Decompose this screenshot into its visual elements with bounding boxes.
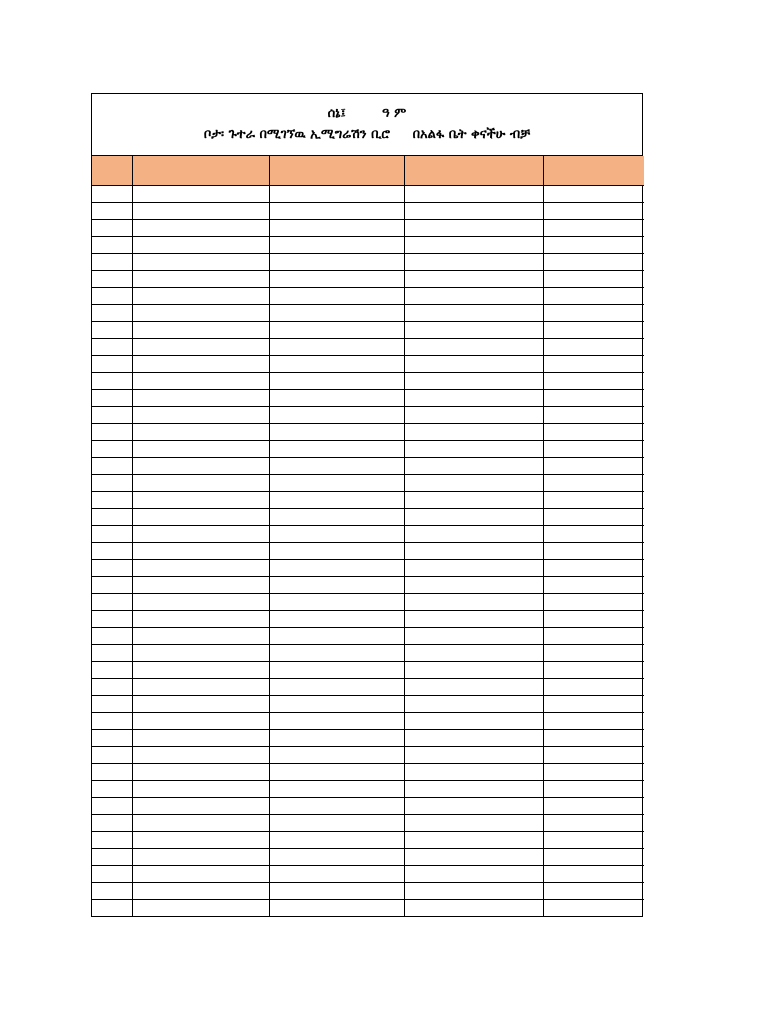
table-cell[interactable] (543, 713, 644, 730)
table-cell[interactable] (132, 237, 269, 254)
table-cell[interactable] (543, 577, 644, 594)
table-row (92, 815, 644, 832)
table-row (92, 594, 644, 611)
table-cell[interactable] (92, 645, 132, 662)
table-cell[interactable] (269, 322, 404, 339)
table-cell[interactable] (404, 237, 543, 254)
table-cell[interactable] (269, 424, 404, 441)
table-cell[interactable] (543, 798, 644, 815)
table-cell[interactable] (543, 747, 644, 764)
table-cell[interactable] (404, 254, 543, 271)
table-cell[interactable] (132, 679, 269, 696)
table-row (92, 543, 644, 560)
table-cell[interactable] (404, 492, 543, 509)
table-cell[interactable] (543, 458, 644, 475)
table-row (92, 441, 644, 458)
table-cell[interactable] (543, 390, 644, 407)
table-cell[interactable] (404, 815, 543, 832)
table-cell[interactable] (132, 526, 269, 543)
table-cell[interactable] (132, 730, 269, 747)
table-cell[interactable] (543, 543, 644, 560)
table-cell[interactable] (543, 781, 644, 798)
table-cell[interactable] (132, 203, 269, 220)
table-cell[interactable] (92, 662, 132, 679)
table-cell[interactable] (269, 832, 404, 849)
table-cell[interactable] (269, 271, 404, 288)
table-cell[interactable] (543, 373, 644, 390)
table-cell[interactable] (269, 747, 404, 764)
table-cell[interactable] (269, 764, 404, 781)
table-cell[interactable] (404, 424, 543, 441)
table-cell[interactable] (132, 662, 269, 679)
table-cell[interactable] (269, 781, 404, 798)
table-cell[interactable] (404, 390, 543, 407)
table-cell[interactable] (543, 628, 644, 645)
table-cell[interactable] (404, 509, 543, 526)
table-cell[interactable] (132, 798, 269, 815)
table-row (92, 747, 644, 764)
table-row (92, 560, 644, 577)
table-cell[interactable] (543, 322, 644, 339)
table-cell[interactable] (132, 713, 269, 730)
table-row (92, 730, 644, 747)
table-cell[interactable] (132, 594, 269, 611)
table-cell[interactable] (92, 271, 132, 288)
table-cell[interactable] (543, 815, 644, 832)
table-cell[interactable] (543, 271, 644, 288)
table-cell[interactable] (404, 883, 543, 900)
table-cell[interactable] (404, 900, 543, 917)
table-cell[interactable] (543, 492, 644, 509)
table-cell[interactable] (404, 764, 543, 781)
table-cell[interactable] (269, 339, 404, 356)
title-location-line: ቦታ፡ ጉተራ በሚገኘዉ ኢሚግሬሽን ቢሮ በአልፋ ቤት ቀናችሁ ብቻ (203, 127, 531, 142)
table-row (92, 577, 644, 594)
table-cell[interactable] (269, 186, 404, 203)
table-cell[interactable] (132, 220, 269, 237)
table-cell[interactable] (404, 781, 543, 798)
table-row (92, 849, 644, 866)
table-cell[interactable] (404, 645, 543, 662)
table-cell[interactable] (543, 832, 644, 849)
table-row (92, 373, 644, 390)
table-cell[interactable] (92, 458, 132, 475)
table-cell[interactable] (92, 424, 132, 441)
table-cell[interactable] (132, 866, 269, 883)
table-cell[interactable] (543, 866, 644, 883)
table-row (92, 713, 644, 730)
table-row (92, 526, 644, 543)
table-cell[interactable] (269, 645, 404, 662)
table-cell[interactable] (132, 696, 269, 713)
table-cell[interactable] (404, 356, 543, 373)
table-cell[interactable] (269, 866, 404, 883)
header-cell-number (92, 156, 132, 186)
table-cell[interactable] (92, 356, 132, 373)
table-cell[interactable] (92, 679, 132, 696)
table-row (92, 798, 644, 815)
table-cell[interactable] (404, 186, 543, 203)
table-cell[interactable] (543, 849, 644, 866)
table-cell[interactable] (543, 237, 644, 254)
table-cell[interactable] (92, 798, 132, 815)
table-cell[interactable] (269, 237, 404, 254)
table-cell[interactable] (404, 441, 543, 458)
table-cell[interactable] (404, 594, 543, 611)
table-cell[interactable] (404, 713, 543, 730)
table-cell[interactable] (543, 441, 644, 458)
table-cell[interactable] (269, 509, 404, 526)
table-cell[interactable] (404, 220, 543, 237)
table-cell[interactable] (132, 832, 269, 849)
table-row (92, 492, 644, 509)
table-cell[interactable] (132, 781, 269, 798)
table-cell[interactable] (543, 662, 644, 679)
table-cell[interactable] (92, 203, 132, 220)
table-cell[interactable] (132, 407, 269, 424)
table-cell[interactable] (543, 883, 644, 900)
table-cell[interactable] (543, 186, 644, 203)
table-row (92, 475, 644, 492)
table-cell[interactable] (543, 288, 644, 305)
table-cell[interactable] (269, 883, 404, 900)
table-row (92, 883, 644, 900)
table-cell[interactable] (404, 611, 543, 628)
table-cell[interactable] (404, 696, 543, 713)
table-cell[interactable] (543, 900, 644, 917)
table-cell[interactable] (269, 594, 404, 611)
table-cell[interactable] (404, 305, 543, 322)
table-cell[interactable] (132, 475, 269, 492)
table-cell[interactable] (543, 254, 644, 271)
table-cell[interactable] (269, 849, 404, 866)
table-cell[interactable] (543, 339, 644, 356)
registration-table (92, 156, 644, 916)
table-cell[interactable] (92, 560, 132, 577)
table-cell[interactable] (543, 509, 644, 526)
table-cell[interactable] (92, 441, 132, 458)
table-cell[interactable] (404, 526, 543, 543)
table-cell[interactable] (269, 713, 404, 730)
table-cell[interactable] (132, 373, 269, 390)
table-row (92, 509, 644, 526)
table-cell[interactable] (404, 866, 543, 883)
table-cell[interactable] (404, 475, 543, 492)
table-cell[interactable] (269, 373, 404, 390)
title-box (92, 94, 642, 156)
table-cell[interactable] (404, 662, 543, 679)
table-cell[interactable] (269, 288, 404, 305)
table-row (92, 662, 644, 679)
table-row (92, 866, 644, 883)
table-cell[interactable] (269, 458, 404, 475)
table-cell[interactable] (92, 781, 132, 798)
table-row (92, 696, 644, 713)
table-cell[interactable] (92, 594, 132, 611)
table-cell[interactable] (543, 645, 644, 662)
table-cell[interactable] (543, 407, 644, 424)
table-cell[interactable] (404, 560, 543, 577)
table-cell[interactable] (269, 577, 404, 594)
table-row (92, 832, 644, 849)
table-cell[interactable] (269, 407, 404, 424)
table-cell[interactable] (92, 900, 132, 917)
table-cell[interactable] (543, 526, 644, 543)
table-cell[interactable] (404, 458, 543, 475)
table-cell[interactable] (132, 322, 269, 339)
form-sheet (91, 93, 643, 917)
table-cell[interactable] (132, 900, 269, 917)
table-cell[interactable] (269, 696, 404, 713)
table-cell[interactable] (92, 220, 132, 237)
table-cell[interactable] (269, 203, 404, 220)
table-cell[interactable] (92, 288, 132, 305)
table-cell[interactable] (92, 492, 132, 509)
table-cell[interactable] (132, 424, 269, 441)
table-cell[interactable] (404, 747, 543, 764)
table-row (92, 339, 644, 356)
table-cell[interactable] (92, 815, 132, 832)
table-cell[interactable] (92, 730, 132, 747)
table-cell[interactable] (92, 475, 132, 492)
table-cell[interactable] (92, 186, 132, 203)
table-row (92, 288, 644, 305)
table-row (92, 628, 644, 645)
table-row (92, 679, 644, 696)
table-cell[interactable] (269, 441, 404, 458)
table-cell[interactable] (132, 747, 269, 764)
table-cell[interactable] (132, 254, 269, 271)
header-cell-col3 (269, 156, 404, 186)
table-cell[interactable] (269, 679, 404, 696)
table-cell[interactable] (132, 356, 269, 373)
table-row (92, 220, 644, 237)
table-cell[interactable] (269, 305, 404, 322)
table-cell[interactable] (269, 560, 404, 577)
table-cell[interactable] (132, 305, 269, 322)
table-cell[interactable] (404, 577, 543, 594)
table-cell[interactable] (543, 611, 644, 628)
table-cell[interactable] (269, 356, 404, 373)
table-cell[interactable] (92, 611, 132, 628)
table-cell[interactable] (269, 526, 404, 543)
table-cell[interactable] (404, 832, 543, 849)
table-cell[interactable] (92, 543, 132, 560)
table-cell[interactable] (132, 645, 269, 662)
table-cell[interactable] (132, 577, 269, 594)
table-cell[interactable] (404, 339, 543, 356)
table-cell[interactable] (269, 730, 404, 747)
table-cell[interactable] (92, 628, 132, 645)
table-cell[interactable] (132, 339, 269, 356)
table-cell[interactable] (92, 832, 132, 849)
table-cell[interactable] (132, 764, 269, 781)
table-cell[interactable] (543, 220, 644, 237)
table-cell[interactable] (269, 611, 404, 628)
table-cell[interactable] (543, 679, 644, 696)
table-row (92, 764, 644, 781)
table-row (92, 900, 644, 917)
table-cell[interactable] (92, 407, 132, 424)
table-cell[interactable] (269, 798, 404, 815)
table-row (92, 645, 644, 662)
table-cell[interactable] (92, 373, 132, 390)
table-cell[interactable] (404, 628, 543, 645)
table-cell[interactable] (269, 628, 404, 645)
table-row (92, 407, 644, 424)
table-cell[interactable] (92, 577, 132, 594)
table-cell[interactable] (92, 254, 132, 271)
table-cell[interactable] (404, 849, 543, 866)
table-cell[interactable] (269, 220, 404, 237)
table-row (92, 305, 644, 322)
table-cell[interactable] (269, 475, 404, 492)
table-cell[interactable] (92, 866, 132, 883)
table-cell[interactable] (132, 390, 269, 407)
table-cell[interactable] (543, 424, 644, 441)
table-cell[interactable] (269, 815, 404, 832)
table-cell[interactable] (404, 730, 543, 747)
table-cell[interactable] (92, 509, 132, 526)
table-cell[interactable] (269, 390, 404, 407)
table-row (92, 611, 644, 628)
table-cell[interactable] (132, 441, 269, 458)
table-cell[interactable] (404, 373, 543, 390)
table-cell[interactable] (132, 560, 269, 577)
table-cell[interactable] (132, 611, 269, 628)
table-cell[interactable] (92, 526, 132, 543)
table-cell[interactable] (404, 798, 543, 815)
table-cell[interactable] (404, 679, 543, 696)
table-cell[interactable] (92, 390, 132, 407)
table-cell[interactable] (132, 288, 269, 305)
table-cell[interactable] (92, 237, 132, 254)
table-cell[interactable] (132, 628, 269, 645)
table-row (92, 203, 644, 220)
table-cell[interactable] (92, 305, 132, 322)
table-row (92, 458, 644, 475)
table-cell[interactable] (92, 883, 132, 900)
table-cell[interactable] (543, 356, 644, 373)
table-cell[interactable] (92, 322, 132, 339)
table-cell[interactable] (543, 696, 644, 713)
table-cell[interactable] (269, 543, 404, 560)
table-cell[interactable] (132, 186, 269, 203)
table-cell[interactable] (92, 713, 132, 730)
table-cell[interactable] (269, 662, 404, 679)
table-cell[interactable] (269, 900, 404, 917)
table-header-row (92, 156, 644, 186)
table-cell[interactable] (404, 288, 543, 305)
table-cell[interactable] (404, 322, 543, 339)
table-cell[interactable] (404, 271, 543, 288)
table-row (92, 424, 644, 441)
table-cell[interactable] (543, 764, 644, 781)
table-cell[interactable] (404, 543, 543, 560)
header-cell-col5 (543, 156, 644, 186)
table-row (92, 271, 644, 288)
table-cell[interactable] (269, 492, 404, 509)
table-cell[interactable] (132, 271, 269, 288)
table-cell[interactable] (92, 747, 132, 764)
table-row (92, 186, 644, 203)
header-cell-col2 (132, 156, 269, 186)
table-cell[interactable] (132, 543, 269, 560)
table-cell[interactable] (404, 203, 543, 220)
table-cell[interactable] (92, 696, 132, 713)
table-cell[interactable] (132, 883, 269, 900)
table-cell[interactable] (543, 594, 644, 611)
table-row (92, 390, 644, 407)
table-cell[interactable] (269, 254, 404, 271)
table-cell[interactable] (132, 849, 269, 866)
table-cell[interactable] (132, 509, 269, 526)
table-cell[interactable] (543, 730, 644, 747)
title-date-line: ሰኔ፤ ዓ ም (327, 106, 407, 121)
table-body (92, 186, 644, 917)
table-cell[interactable] (132, 458, 269, 475)
table-cell[interactable] (92, 339, 132, 356)
table-row (92, 356, 644, 373)
table-row (92, 322, 644, 339)
table-row (92, 781, 644, 798)
table-cell[interactable] (132, 492, 269, 509)
table-row (92, 254, 644, 271)
table-cell[interactable] (543, 560, 644, 577)
table-cell[interactable] (92, 849, 132, 866)
table-cell[interactable] (404, 407, 543, 424)
table-cell[interactable] (92, 764, 132, 781)
table-row (92, 237, 644, 254)
table-cell[interactable] (543, 203, 644, 220)
table-cell[interactable] (543, 475, 644, 492)
table-cell[interactable] (543, 305, 644, 322)
header-cell-col4 (404, 156, 543, 186)
table-cell[interactable] (132, 815, 269, 832)
